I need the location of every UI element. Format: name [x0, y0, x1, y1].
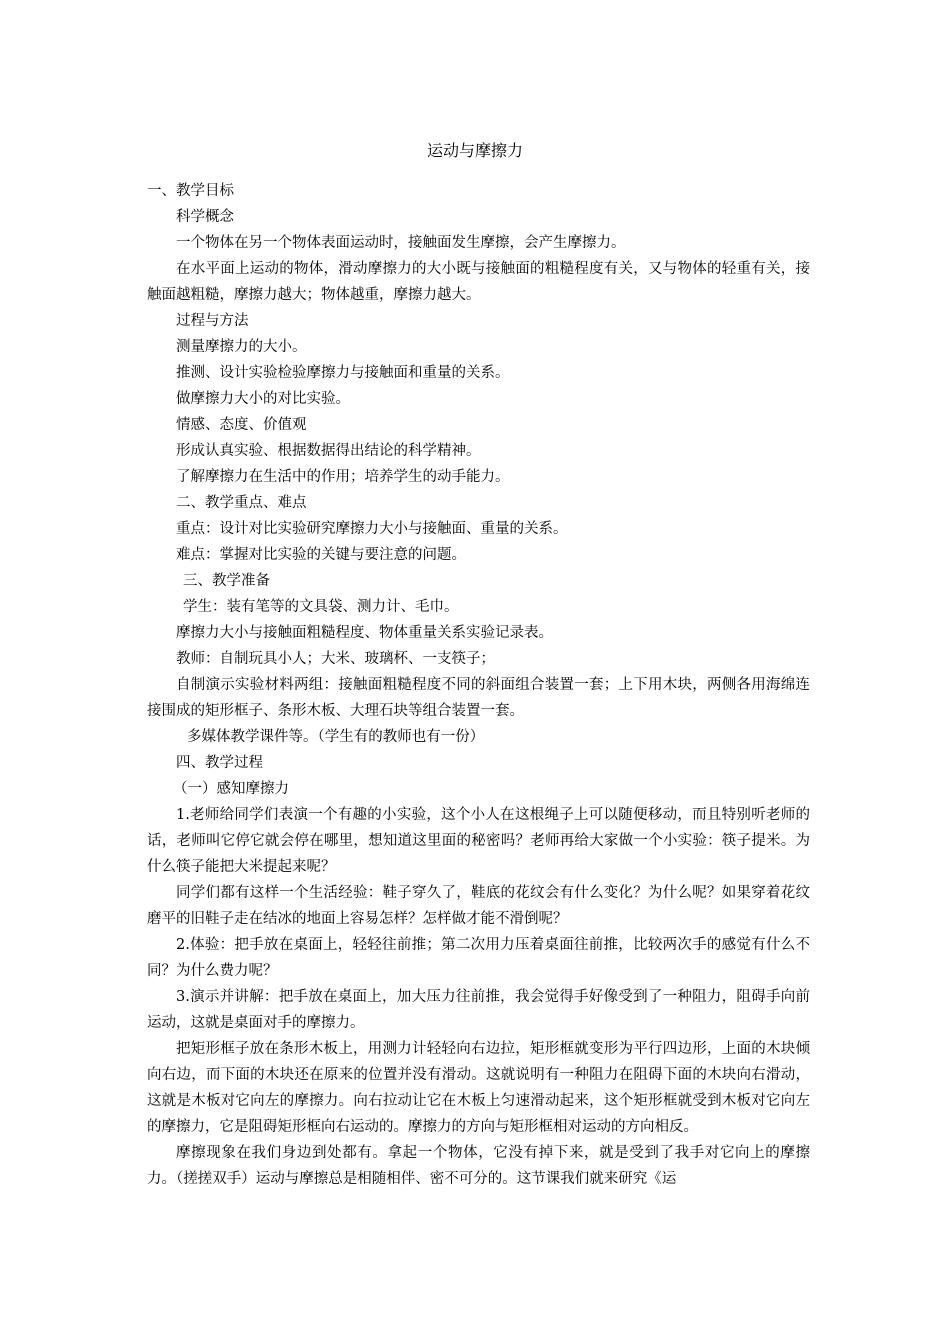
section-heading: 一、教学目标 [147, 183, 234, 199]
paragraph: 2.体验：把手放在桌面上，轻轻往前推；第二次用力压着桌面往前推，比较两次手的感觉有什么不同？为什么费力呢？ [147, 937, 810, 979]
paragraph: 摩擦现象在我们身边到处都有。拿起一个物体，它没有掉下来，就是受到了我手对它向上的摩擦力。（搓搓双手）运动与摩擦总是相随相伴、密不可分的。这节课我们就来研究《运 [147, 1145, 810, 1187]
paragraph: 在水平面上运动的物体，滑动摩擦力的大小既与接触面的粗糙程度有关，又与物体的轻重有关，接触面越粗糙，摩擦力越大；物体越重，摩擦力越大。 [147, 261, 810, 303]
paragraph: 测量摩擦力的大小。 [176, 339, 307, 355]
section-heading: 二、教学重点、难点 [176, 495, 307, 511]
paragraph: 3.演示并讲解：把手放在桌面上，加大压力往前推，我会觉得手好像受到了一种阻力，阻碍手向前运动，这就是桌面对手的摩擦力。 [147, 989, 810, 1031]
paragraph: 1.老师给同学们表演一个有趣的小实验，这个小人在这根绳子上可以随便移动，而且特别听老师的话，老师叫它停它就会停在哪里，想知道这里面的秘密吗？老师再给大家做一个小实验：筷子提米。为什么筷子能把大米提起来呢？ [147, 807, 810, 875]
subheading: 情感、态度、价值观 [176, 417, 307, 433]
paragraph: 把矩形框子放在条形木板上，用测力计轻轻向右边拉，矩形框就变形为平行四边形，上面的木块倾向右边，而下面的木块还在原来的位置并没有滑动。这就说明有一种阻力在阻碍下面的木块向右滑动，这就是木板对它向左的摩擦力。向右拉动让它在木板上匀速滑动起来，这个矩形框就受到木板对它向左的摩擦力，它是阻碍矩形框向右运动的。摩擦力的方向与矩形框相对运动的方向相反。 [147, 1041, 810, 1135]
section-heading: 三、教学准备 [183, 573, 270, 589]
paragraph: 多媒体教学课件等。（学生有的教师也有一份） [187, 729, 485, 745]
subheading: 科学概念 [176, 209, 234, 225]
paragraph: 了解摩擦力在生活中的作用；培养学生的动手能力。 [176, 469, 510, 485]
paragraph: 教师：自制玩具小人；大米、玻璃杯、一支筷子； [176, 651, 495, 667]
paragraph: 难点：掌握对比实验的关键与要注意的问题。 [176, 547, 466, 563]
document-body [147, 178, 810, 1192]
subheading: 过程与方法 [176, 313, 249, 329]
paragraph: 自制演示实验材料两组：接触面粗糙程度不同的斜面组合装置一套；上下用木块，两侧各用海绵连接围成的矩形框子、条形木板、大理石块等组合装置一套。 [147, 677, 810, 719]
paragraph: 重点：设计对比实验研究摩擦力大小与接触面、重量的关系。 [176, 521, 568, 537]
paragraph: 一个物体在另一个物体表面运动时，接触面发生摩擦，会产生摩擦力。 [176, 235, 626, 251]
paragraph: 推测、设计实验检验摩擦力与接触面和重量的关系。 [176, 365, 510, 381]
paragraph: 学生：装有笔等的文具袋、测力计、毛巾。 [183, 599, 459, 615]
document-title: 运动与摩擦力 [426, 141, 523, 160]
paragraph: 做摩擦力大小的对比实验。 [176, 391, 350, 407]
section-heading: 四、教学过程 [176, 755, 263, 771]
subheading: （一）感知摩擦力 [173, 781, 289, 797]
paragraph: 同学们都有这样一个生活经验：鞋子穿久了，鞋底的花纹会有什么变化？为什么呢？如果穿着花纹磨平的旧鞋子走在结冰的地面上容易怎样？怎样做才能不滑倒呢？ [147, 885, 810, 927]
paragraph: 摩擦力大小与接触面粗糙程度、物体重量关系实验记录表。 [176, 625, 553, 641]
paragraph: 形成认真实验、根据数据得出结论的科学精神。 [176, 443, 481, 459]
